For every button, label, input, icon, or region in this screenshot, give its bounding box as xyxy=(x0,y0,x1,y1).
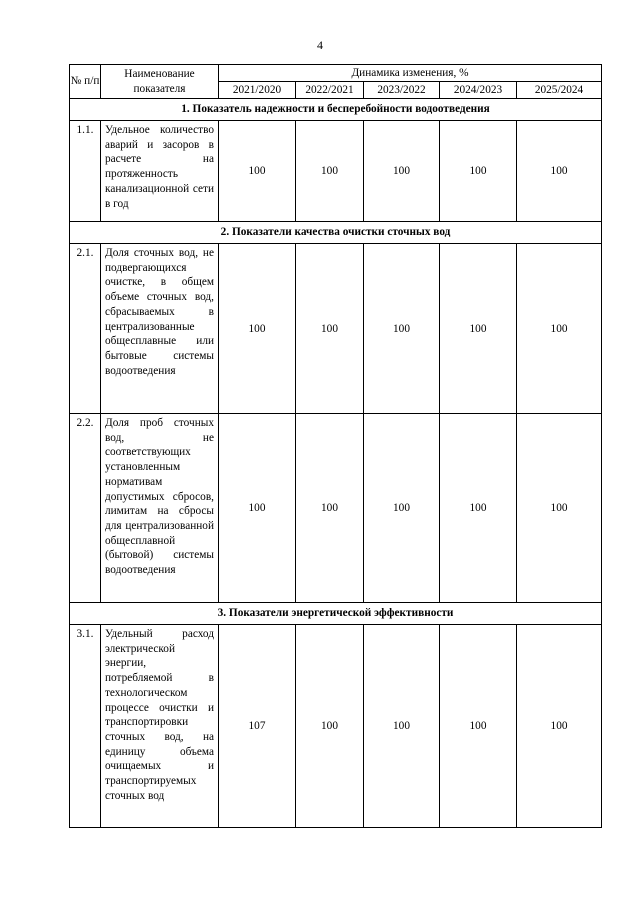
row-number: 3.1. xyxy=(70,625,101,828)
header-num: № п/п xyxy=(70,65,101,99)
header-year: 2024/2023 xyxy=(440,82,517,99)
value-cell: 100 xyxy=(440,414,517,603)
header-dynamics: Динамика изменения, % xyxy=(219,65,602,82)
value-cell: 100 xyxy=(517,625,602,828)
value-cell: 100 xyxy=(364,244,440,414)
row-number: 1.1. xyxy=(70,121,101,222)
value-cell: 100 xyxy=(364,414,440,603)
value-cell: 100 xyxy=(440,121,517,222)
value-cell: 100 xyxy=(296,414,364,603)
header-name: Наименование показателя xyxy=(101,65,219,99)
section-title: 3. Показатели энергетической эффективности xyxy=(70,603,602,625)
value-cell: 100 xyxy=(440,625,517,828)
value-cell: 100 xyxy=(517,121,602,222)
indicators-table xyxy=(69,64,602,828)
page-number: 4 xyxy=(317,38,323,52)
indicator-name: Доля проб сточных вод, не соответствующих установленным нормативам допустимых сбросов, лимитам на сбросы для централизованной общесплавной (бытовой) системы водоотведения xyxy=(101,414,219,603)
value-cell: 100 xyxy=(219,244,296,414)
indicator-name: Доля сточных вод, не подвергающихся очистке, в общем объеме сточных вод, сбрасываемых в централизованные общесплавные или бытовые системы водоотведения xyxy=(101,244,219,414)
value-cell: 100 xyxy=(517,244,602,414)
value-cell: 100 xyxy=(440,244,517,414)
value-cell: 100 xyxy=(364,121,440,222)
section-title: 2. Показатели качества очистки сточных вод xyxy=(70,222,602,244)
header-year: 2023/2022 xyxy=(364,82,440,99)
indicator-name: Удельный расход электрической энергии, потребляемой в технологическом процессе очистки и транспортировки сточных вод, на единицу объема очищаемых и транспортируемых сточных вод xyxy=(101,625,219,828)
indicator-name: Удельное количество аварий и засоров в расчете на протяженность канализационной сети в год xyxy=(101,121,219,222)
header-year: 2025/2024 xyxy=(517,82,602,99)
value-cell: 107 xyxy=(219,625,296,828)
value-cell: 100 xyxy=(296,244,364,414)
value-cell: 100 xyxy=(219,414,296,603)
row-number: 2.2. xyxy=(70,414,101,603)
value-cell: 100 xyxy=(296,625,364,828)
header-year: 2022/2021 xyxy=(296,82,364,99)
section-title: 1. Показатель надежности и бесперебойности водоотведения xyxy=(70,99,602,121)
value-cell: 100 xyxy=(517,414,602,603)
value-cell: 100 xyxy=(364,625,440,828)
value-cell: 100 xyxy=(219,121,296,222)
value-cell: 100 xyxy=(296,121,364,222)
header-year: 2021/2020 xyxy=(219,82,296,99)
row-number: 2.1. xyxy=(70,244,101,414)
